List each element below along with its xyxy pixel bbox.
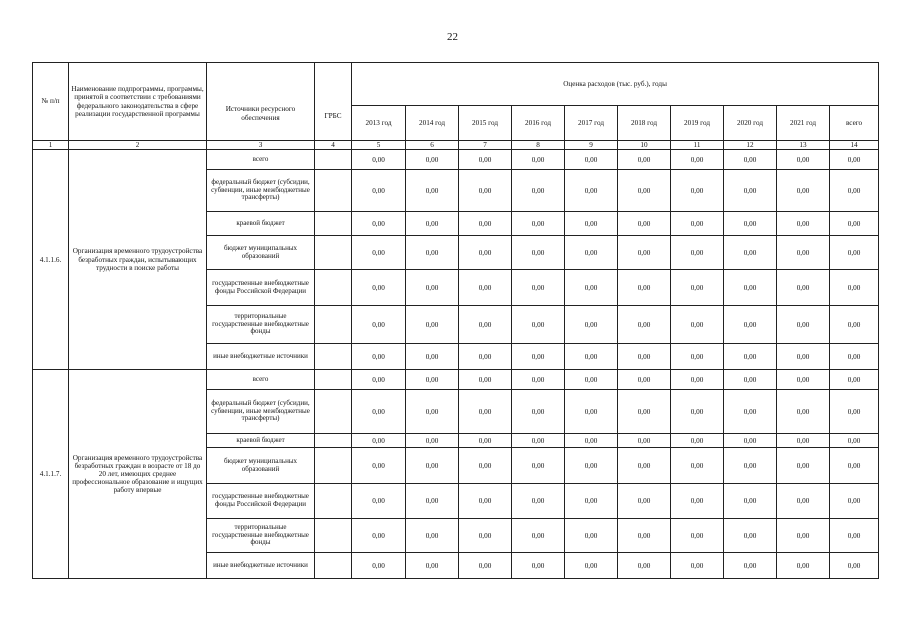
header-year: 2021 год [777, 106, 830, 141]
value-cell: 0,00 [777, 306, 830, 344]
header-number: № п/п [33, 63, 69, 141]
value-cell: 0,00 [406, 150, 459, 170]
funding-source: всего [207, 150, 315, 170]
value-cell: 0,00 [618, 150, 671, 170]
value-cell: 0,00 [830, 344, 879, 370]
value-cell: 0,00 [777, 484, 830, 519]
value-cell: 0,00 [459, 390, 512, 434]
grbs-cell [315, 519, 352, 553]
value-cell: 0,00 [406, 484, 459, 519]
value-cell: 0,00 [724, 553, 777, 579]
value-cell: 0,00 [618, 448, 671, 484]
value-cell: 0,00 [512, 519, 565, 553]
value-cell: 0,00 [406, 519, 459, 553]
value-cell: 0,00 [352, 150, 406, 170]
value-cell: 0,00 [777, 236, 830, 270]
value-cell: 0,00 [459, 170, 512, 212]
value-cell: 0,00 [830, 434, 879, 448]
value-cell: 0,00 [777, 390, 830, 434]
value-cell: 0,00 [512, 390, 565, 434]
value-cell: 0,00 [352, 519, 406, 553]
value-cell: 0,00 [830, 519, 879, 553]
section-code: 4.1.1.7. [33, 370, 69, 579]
value-cell: 0,00 [671, 484, 724, 519]
value-cell: 0,00 [724, 434, 777, 448]
funding-source: всего [207, 370, 315, 390]
column-number: 9 [565, 141, 618, 150]
column-number: 1 [33, 141, 69, 150]
funding-source: бюджет муниципальных образований [207, 448, 315, 484]
page-number: 22 [447, 31, 458, 43]
value-cell: 0,00 [671, 270, 724, 306]
value-cell: 0,00 [352, 306, 406, 344]
value-cell: 0,00 [671, 370, 724, 390]
value-cell: 0,00 [777, 170, 830, 212]
value-cell: 0,00 [512, 150, 565, 170]
value-cell: 0,00 [724, 344, 777, 370]
value-cell: 0,00 [352, 344, 406, 370]
table-body [33, 150, 879, 579]
header-year: 2017 год [565, 106, 618, 141]
value-cell: 0,00 [352, 212, 406, 236]
value-cell: 0,00 [406, 236, 459, 270]
value-cell: 0,00 [671, 344, 724, 370]
value-cell: 0,00 [671, 448, 724, 484]
value-cell: 0,00 [830, 236, 879, 270]
table-header [33, 63, 879, 150]
value-cell: 0,00 [618, 270, 671, 306]
value-cell: 0,00 [777, 150, 830, 170]
value-cell: 0,00 [352, 236, 406, 270]
value-cell: 0,00 [512, 306, 565, 344]
value-cell: 0,00 [830, 150, 879, 170]
column-number: 10 [618, 141, 671, 150]
value-cell: 0,00 [830, 390, 879, 434]
value-cell: 0,00 [618, 434, 671, 448]
value-cell: 0,00 [724, 150, 777, 170]
value-cell: 0,00 [777, 448, 830, 484]
value-cell: 0,00 [830, 306, 879, 344]
grbs-cell [315, 434, 352, 448]
value-cell: 0,00 [671, 170, 724, 212]
column-number: 7 [459, 141, 512, 150]
value-cell: 0,00 [459, 448, 512, 484]
funding-source: краевой бюджет [207, 434, 315, 448]
section-code: 4.1.1.6. [33, 150, 69, 370]
section-name: Организация временного трудоустройства безработных граждан в возрасте от 18 до 20 лет, имеющих среднее профессиональное образование и ищущих работу впервые [69, 370, 207, 579]
value-cell: 0,00 [565, 370, 618, 390]
value-cell: 0,00 [512, 170, 565, 212]
value-cell: 0,00 [459, 344, 512, 370]
header-year: 2016 год [512, 106, 565, 141]
value-cell: 0,00 [352, 390, 406, 434]
value-cell: 0,00 [565, 270, 618, 306]
value-cell: 0,00 [459, 306, 512, 344]
value-cell: 0,00 [352, 434, 406, 448]
value-cell: 0,00 [512, 344, 565, 370]
grbs-cell [315, 170, 352, 212]
value-cell: 0,00 [459, 370, 512, 390]
value-cell: 0,00 [565, 448, 618, 484]
value-cell: 0,00 [777, 553, 830, 579]
value-cell: 0,00 [830, 170, 879, 212]
value-cell: 0,00 [565, 150, 618, 170]
value-cell: 0,00 [724, 484, 777, 519]
funding-source: федеральный бюджет (субсидии, субвенции, иные межбюджетные трансферты) [207, 170, 315, 212]
header-year: 2015 год [459, 106, 512, 141]
column-number: 3 [207, 141, 315, 150]
grbs-cell [315, 390, 352, 434]
grbs-cell [315, 150, 352, 170]
funding-source: иные внебюджетные источники [207, 344, 315, 370]
value-cell: 0,00 [724, 370, 777, 390]
funding-source: иные внебюджетные источники [207, 553, 315, 579]
value-cell: 0,00 [512, 236, 565, 270]
funding-source: территориальные государственные внебюджетные фонды [207, 306, 315, 344]
value-cell: 0,00 [777, 434, 830, 448]
value-cell: 0,00 [618, 170, 671, 212]
value-cell: 0,00 [565, 212, 618, 236]
funding-source: федеральный бюджет (субсидии, субвенции, иные межбюджетные трансферты) [207, 390, 315, 434]
value-cell: 0,00 [459, 270, 512, 306]
value-cell: 0,00 [406, 306, 459, 344]
header-sources: Источники ресурсного обеспечения [207, 63, 315, 141]
column-number: 5 [352, 141, 406, 150]
column-number: 12 [724, 141, 777, 150]
header-estimate-title: Оценка расходов (тыс. руб.), годы [352, 63, 879, 106]
value-cell: 0,00 [671, 390, 724, 434]
value-cell: 0,00 [352, 370, 406, 390]
funding-source: бюджет муниципальных образований [207, 236, 315, 270]
header-year: 2014 год [406, 106, 459, 141]
value-cell: 0,00 [406, 390, 459, 434]
header-year: 2020 год [724, 106, 777, 141]
value-cell: 0,00 [459, 553, 512, 579]
value-cell: 0,00 [724, 270, 777, 306]
value-cell: 0,00 [618, 236, 671, 270]
header-year: всего [830, 106, 879, 141]
value-cell: 0,00 [830, 370, 879, 390]
value-cell: 0,00 [406, 370, 459, 390]
value-cell: 0,00 [830, 448, 879, 484]
value-cell: 0,00 [459, 212, 512, 236]
header-year: 2013 год [352, 106, 406, 141]
value-cell: 0,00 [724, 519, 777, 553]
value-cell: 0,00 [512, 484, 565, 519]
header-name: Наименование подпрограммы, программы, принятой в соответствии с требованиями федерального законодательства в сфере реализации государственной программы [69, 63, 207, 141]
value-cell: 0,00 [406, 553, 459, 579]
value-cell: 0,00 [724, 390, 777, 434]
value-cell: 0,00 [565, 390, 618, 434]
value-cell: 0,00 [618, 344, 671, 370]
value-cell: 0,00 [459, 434, 512, 448]
value-cell: 0,00 [565, 484, 618, 519]
value-cell: 0,00 [459, 150, 512, 170]
value-cell: 0,00 [565, 519, 618, 553]
value-cell: 0,00 [724, 306, 777, 344]
grbs-cell [315, 370, 352, 390]
value-cell: 0,00 [618, 390, 671, 434]
value-cell: 0,00 [512, 370, 565, 390]
funding-source: государственные внебюджетные фонды Российской Федерации [207, 270, 315, 306]
column-number: 14 [830, 141, 879, 150]
value-cell: 0,00 [830, 212, 879, 236]
value-cell: 0,00 [830, 484, 879, 519]
grbs-cell [315, 270, 352, 306]
value-cell: 0,00 [618, 306, 671, 344]
value-cell: 0,00 [565, 344, 618, 370]
value-cell: 0,00 [724, 212, 777, 236]
value-cell: 0,00 [352, 448, 406, 484]
table-row [33, 150, 879, 170]
value-cell: 0,00 [724, 448, 777, 484]
value-cell: 0,00 [406, 344, 459, 370]
value-cell: 0,00 [406, 434, 459, 448]
value-cell: 0,00 [406, 170, 459, 212]
value-cell: 0,00 [406, 270, 459, 306]
section-name: Организация временного трудоустройства безработных граждан, испытывающих трудности в поиске работы [69, 150, 207, 370]
value-cell: 0,00 [459, 484, 512, 519]
grbs-cell [315, 448, 352, 484]
grbs-cell [315, 212, 352, 236]
budget-table [32, 62, 879, 579]
column-number: 13 [777, 141, 830, 150]
value-cell: 0,00 [512, 212, 565, 236]
value-cell: 0,00 [406, 448, 459, 484]
grbs-cell [315, 553, 352, 579]
value-cell: 0,00 [352, 270, 406, 306]
table-row [33, 370, 879, 390]
value-cell: 0,00 [565, 434, 618, 448]
header-year: 2019 год [671, 106, 724, 141]
value-cell: 0,00 [777, 212, 830, 236]
value-cell: 0,00 [671, 553, 724, 579]
column-number: 6 [406, 141, 459, 150]
funding-source: краевой бюджет [207, 212, 315, 236]
value-cell: 0,00 [671, 519, 724, 553]
value-cell: 0,00 [618, 370, 671, 390]
value-cell: 0,00 [512, 448, 565, 484]
value-cell: 0,00 [565, 553, 618, 579]
grbs-cell [315, 306, 352, 344]
value-cell: 0,00 [512, 270, 565, 306]
value-cell: 0,00 [777, 270, 830, 306]
value-cell: 0,00 [512, 553, 565, 579]
column-number: 8 [512, 141, 565, 150]
grbs-cell [315, 484, 352, 519]
value-cell: 0,00 [352, 170, 406, 212]
value-cell: 0,00 [671, 306, 724, 344]
value-cell: 0,00 [352, 553, 406, 579]
value-cell: 0,00 [830, 270, 879, 306]
value-cell: 0,00 [777, 519, 830, 553]
header-year: 2018 год [618, 106, 671, 141]
value-cell: 0,00 [618, 212, 671, 236]
value-cell: 0,00 [671, 150, 724, 170]
column-number: 2 [69, 141, 207, 150]
value-cell: 0,00 [777, 370, 830, 390]
header-grbs: ГРБС [315, 63, 352, 141]
value-cell: 0,00 [565, 236, 618, 270]
grbs-cell [315, 344, 352, 370]
column-number: 4 [315, 141, 352, 150]
column-number: 11 [671, 141, 724, 150]
value-cell: 0,00 [724, 170, 777, 212]
value-cell: 0,00 [671, 212, 724, 236]
value-cell: 0,00 [565, 170, 618, 212]
value-cell: 0,00 [830, 553, 879, 579]
grbs-cell [315, 236, 352, 270]
column-numbers-row [33, 141, 879, 150]
value-cell: 0,00 [352, 484, 406, 519]
value-cell: 0,00 [512, 434, 565, 448]
value-cell: 0,00 [618, 553, 671, 579]
value-cell: 0,00 [406, 212, 459, 236]
value-cell: 0,00 [671, 434, 724, 448]
value-cell: 0,00 [459, 236, 512, 270]
value-cell: 0,00 [565, 306, 618, 344]
funding-source: государственные внебюджетные фонды Российской Федерации [207, 484, 315, 519]
value-cell: 0,00 [724, 236, 777, 270]
value-cell: 0,00 [459, 519, 512, 553]
value-cell: 0,00 [618, 484, 671, 519]
value-cell: 0,00 [671, 236, 724, 270]
funding-source: территориальные государственные внебюджетные фонды [207, 519, 315, 553]
value-cell: 0,00 [618, 519, 671, 553]
value-cell: 0,00 [777, 344, 830, 370]
